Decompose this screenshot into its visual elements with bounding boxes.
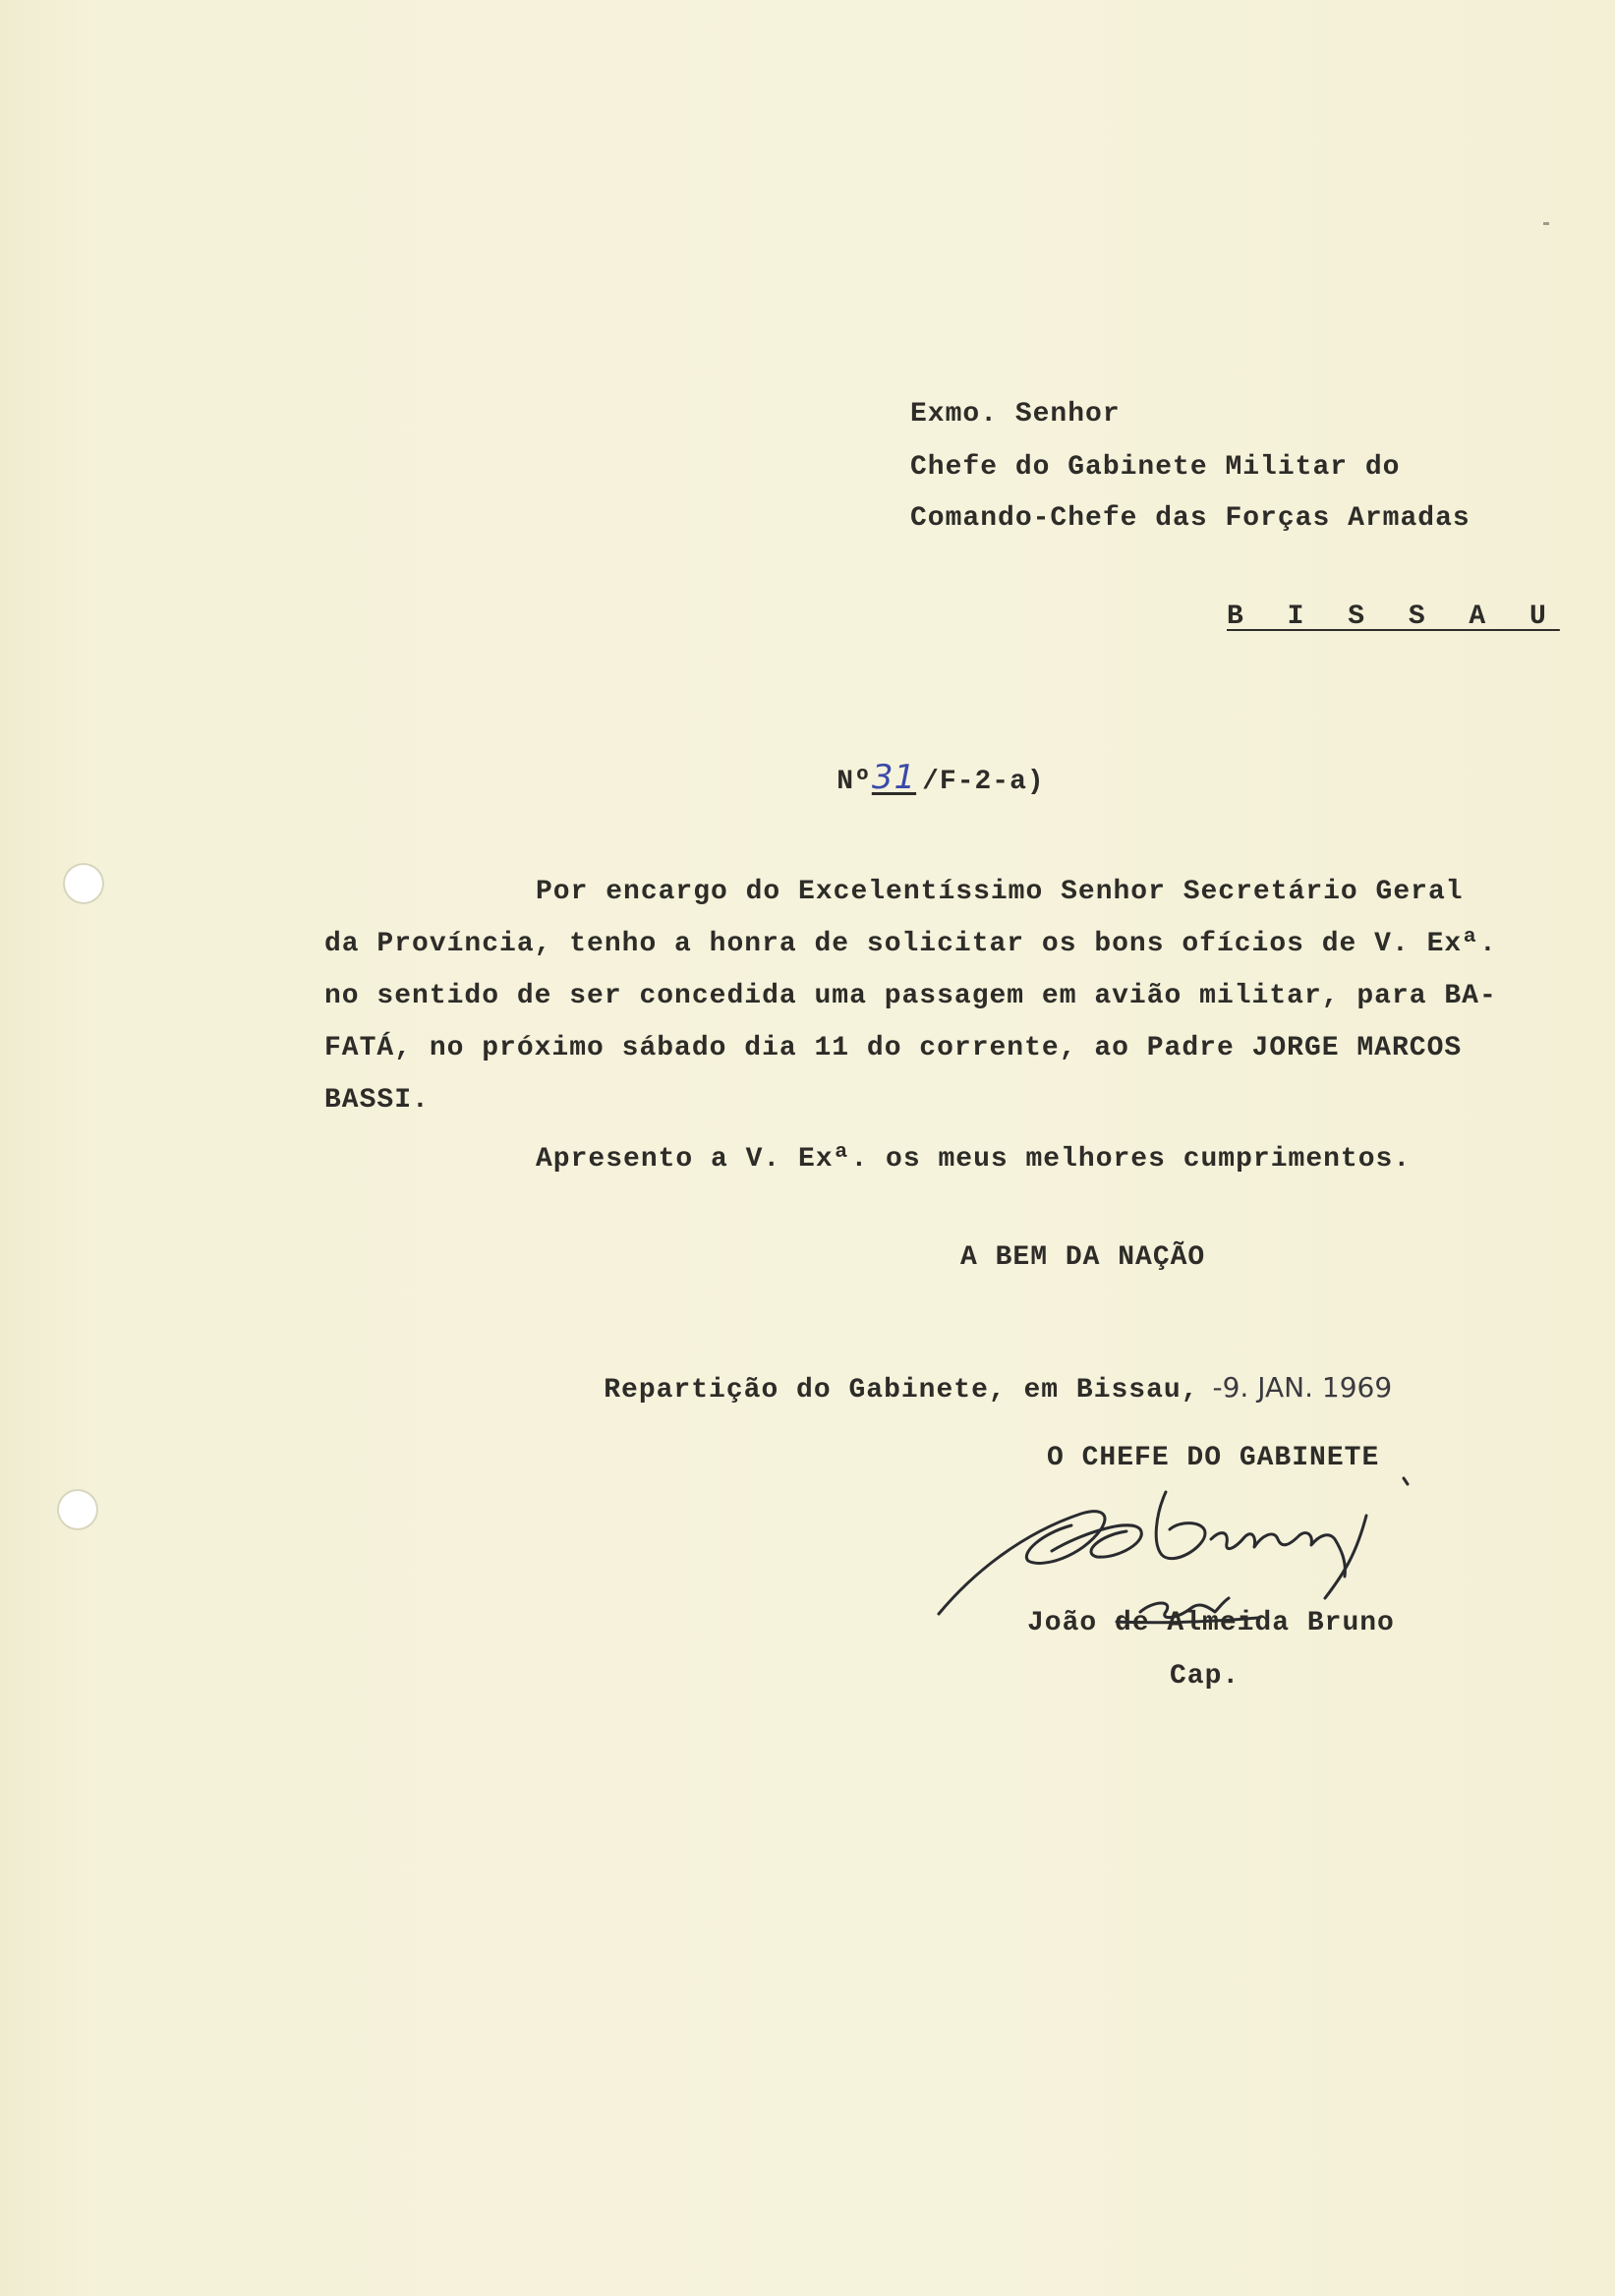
closing-motto: A BEM DA NAÇÃO (960, 1242, 1206, 1273)
body-line-4: FATÁ, no próximo sábado dia 11 do corrente, ao Padre JORGE MARCOS (324, 1033, 1463, 1063)
body-greeting: Apresento a V. Exª. os meus melhores cumprimentos. (536, 1144, 1412, 1175)
recipient-line-2: Chefe do Gabinete Militar do (910, 452, 1401, 483)
body-line-5: BASSI. (324, 1085, 430, 1116)
recipient-line-1: Exmo. Senhor (910, 399, 1121, 430)
recipient-city: B I S S A U (1227, 602, 1560, 632)
closing-place-date (534, 1341, 1392, 1436)
signer-name: João de Almeida Bruno (1027, 1608, 1395, 1638)
signer-rank: Cap. (1170, 1661, 1240, 1692)
reference-line (767, 727, 1045, 828)
body-line-2: da Província, tenho a honra de solicitar os bons ofícios de V. Exª. (324, 929, 1497, 959)
date-stamp: -9. JAN. 1969 (1212, 1371, 1393, 1404)
body-line-1: Por encargo do Excelentíssimo Senhor Secretário Geral (536, 877, 1464, 907)
reference-number: 31 (871, 758, 917, 797)
reference-suffix: /F-2-a) (922, 767, 1045, 797)
paper-speck (1543, 222, 1549, 225)
punch-hole-top (63, 863, 104, 904)
closing-place: Repartição do Gabinete, em Bissau, (604, 1375, 1199, 1406)
signer-title: O CHEFE DO GABINETE (1047, 1443, 1380, 1473)
body-line-3: no sentido de ser concedida uma passagem em avião militar, para BA- (324, 981, 1497, 1011)
recipient-line-3: Comando-Chefe das Forças Armadas (910, 503, 1471, 534)
punch-hole-bottom (57, 1489, 98, 1530)
reference-prefix: Nº (836, 767, 872, 797)
